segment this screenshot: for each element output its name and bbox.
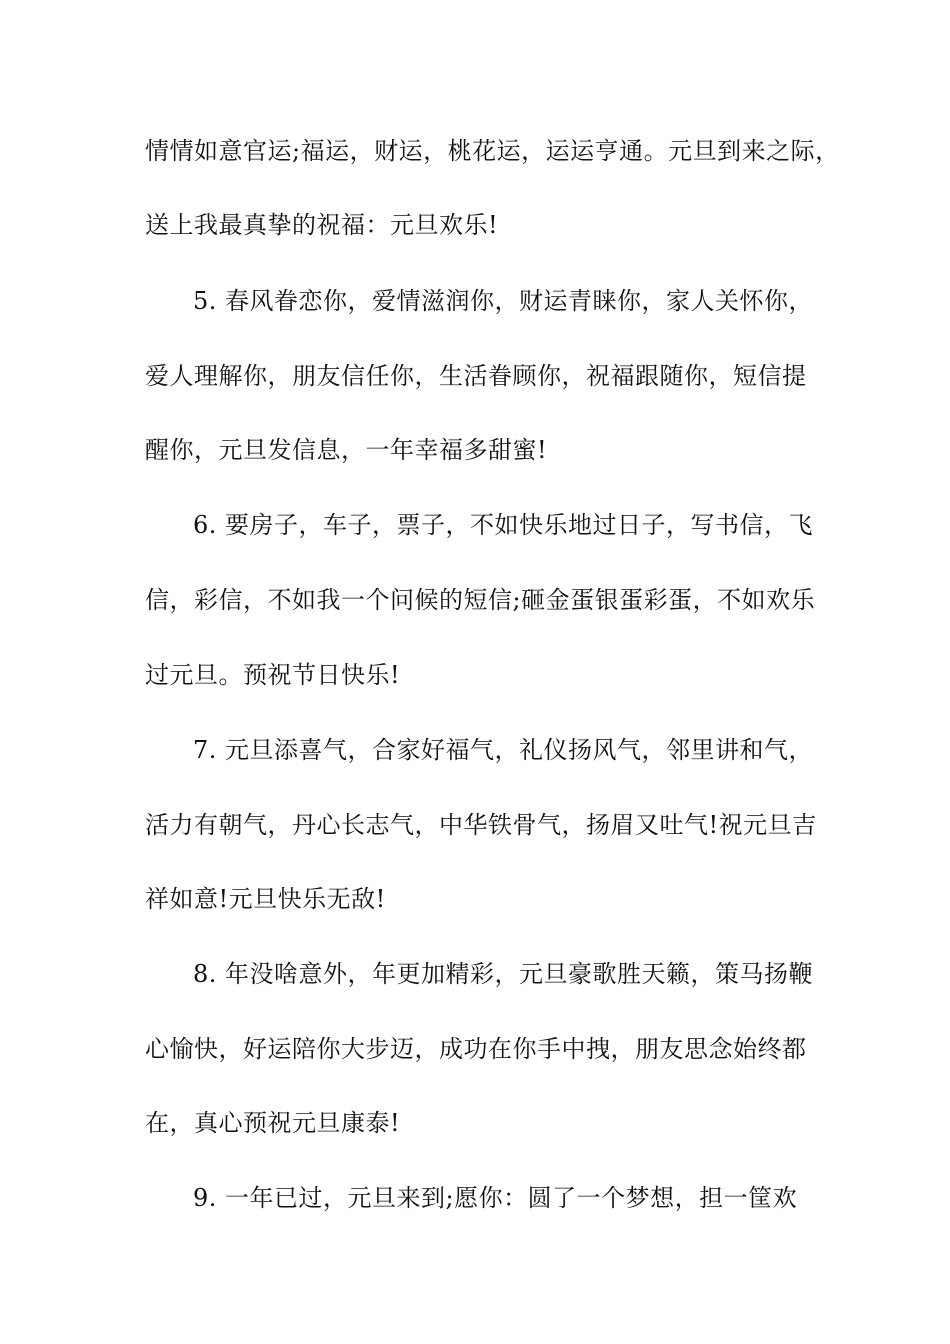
text-line: 过元旦。预祝节日快乐!	[145, 661, 401, 689]
text-line: 爱人理解你，朋友信任你，生活眷顾你，祝福跟随你，短信提	[145, 362, 807, 390]
text-line: 心愉快，好运陪你大步迈，成功在你手中拽，朋友思念始终都	[145, 1035, 807, 1063]
text-line: 醒你，元旦发信息，一年幸福多甜蜜!	[145, 436, 548, 464]
paragraph-start-line: 5. 春风眷恋你，爱情滋润你，财运青睐你，家人关怀你，	[193, 287, 814, 315]
paragraph-start-line: 6. 要房子，车子，票子，不如快乐地过日子，写书信，飞	[193, 511, 814, 539]
text-line: 活力有朝气，丹心长志气，中华铁骨气，扬眉又吐气!祝元旦吉	[145, 811, 817, 839]
text-line: 信，彩信，不如我一个问候的短信;砸金蛋银蛋彩蛋，不如欢乐	[145, 586, 816, 614]
text-line: 在，真心预祝元旦康泰!	[145, 1109, 401, 1137]
text-line: 祥如意!元旦快乐无敌!	[145, 885, 386, 913]
paragraph-start-line: 7. 元旦添喜气，合家好福气，礼仪扬风气，邻里讲和气，	[193, 736, 814, 764]
paragraph-start-line: 9. 一年已过，元旦来到;愿你：圆了一个梦想，担一筐欢	[193, 1184, 798, 1212]
text-line: 情情如意官运;福运，财运，桃花运，运运亨通。元旦到来之际，	[145, 137, 840, 165]
paragraph-start-line: 8. 年没啥意外，年更加精彩，元旦豪歌胜天籁，策马扬鞭	[193, 960, 814, 988]
text-line: 送上我最真挚的祝福：元旦欢乐!	[145, 211, 499, 239]
